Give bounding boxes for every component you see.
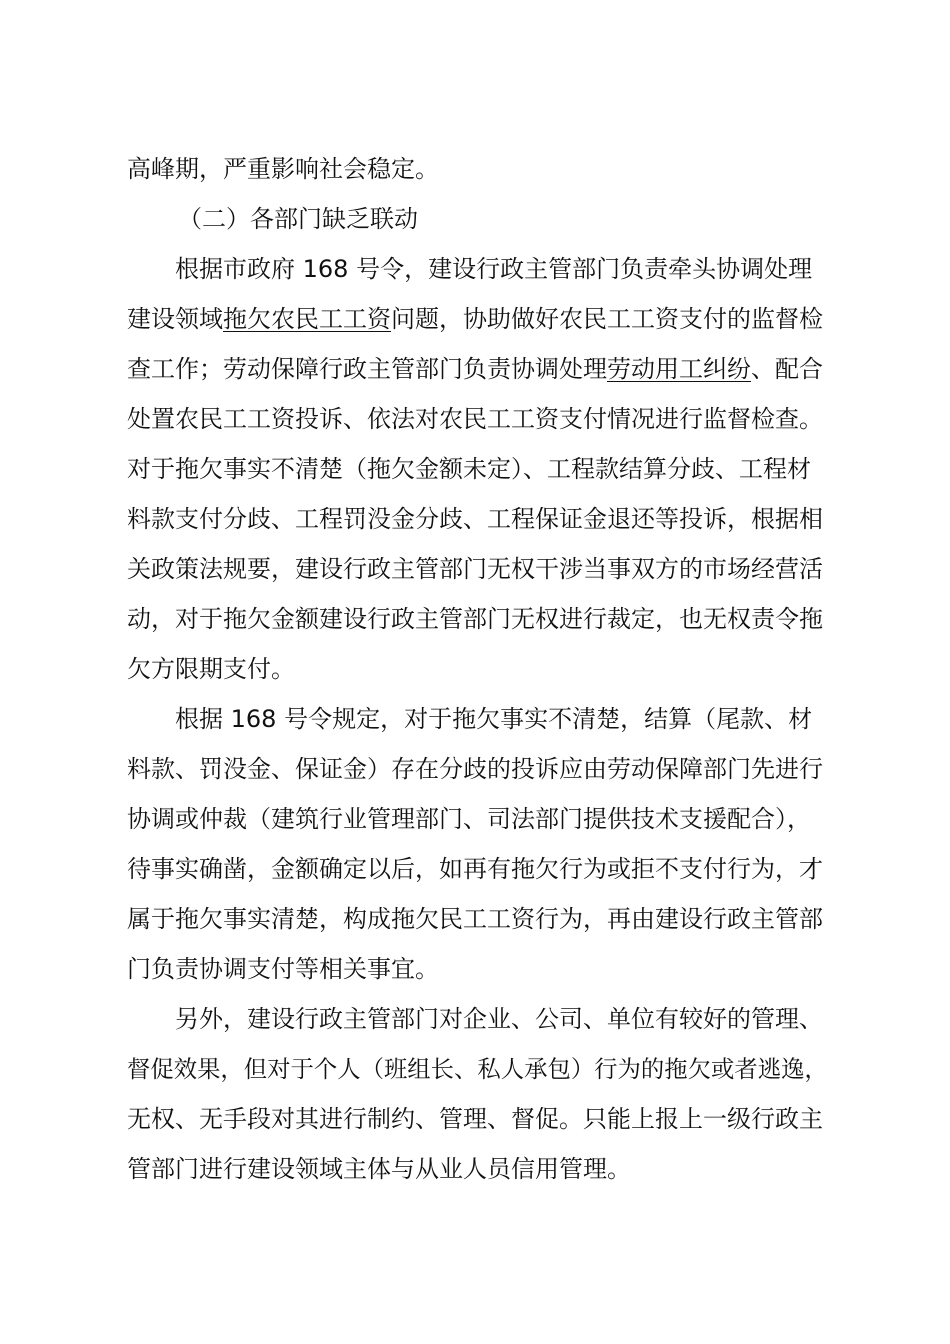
paragraph-line: 协调或仲裁（建筑行业管理部门、司法部门提供技术支援配合），: [127, 805, 811, 833]
paragraph-line: 料款支付分歧、工程罚没金分歧、工程保证金退还等投诉，根据相: [127, 505, 823, 533]
paragraph-line: 督促效果，但对于个人（班组长、私人承包）行为的拖欠或者逃逸，: [127, 1055, 828, 1083]
paragraph-line: 管部门进行建设领域主体与从业人员信用管理。: [127, 1155, 631, 1183]
text-span: 、配合: [751, 355, 823, 383]
text-span: 问题，协助做好农民工工资支付的监督检: [391, 305, 823, 333]
paragraph-line: 无权、无手段对其进行制约、管理、督促。只能上报上一级行政主: [127, 1105, 823, 1133]
section-heading: （二）各部门缺乏联动: [178, 205, 418, 233]
paragraph-line: 处置农民工工资投诉、依法对农民工工资支付情况进行监督检查。: [127, 405, 823, 433]
paragraph-line: 门负责协调支付等相关事宜。: [127, 955, 439, 983]
text-span: 建设领域: [127, 305, 223, 333]
paragraph-line: 料款、罚没金、保证金）存在分歧的投诉应由劳动保障部门先进行: [127, 755, 823, 783]
paragraph-line: 高峰期，严重影响社会稳定。: [127, 155, 439, 183]
paragraph-line: 待事实确凿，金额确定以后，如再有拖欠行为或拒不支付行为，才: [127, 855, 823, 883]
paragraph-line: 属于拖欠事实清楚，构成拖欠民工工资行为，再由建设行政主管部: [127, 905, 823, 933]
paragraph-line: 动，对于拖欠金额建设行政主管部门无权进行裁定，也无权责令拖: [127, 605, 823, 633]
paragraph-line: 根据 168 号令规定，对于拖欠事实不清楚，结算（尾款、材: [175, 705, 813, 733]
text-span: 查工作；劳动保障行政主管部门负责协调处理: [127, 355, 607, 383]
paragraph-line: 欠方限期支付。: [127, 655, 295, 683]
paragraph-line: [127, 353, 823, 385]
underlined-term: 拖欠农民工工资: [223, 305, 391, 333]
paragraph-line: 另外，建设行政主管部门对企业、公司、单位有较好的管理、: [175, 1005, 823, 1033]
paragraph-line: [127, 303, 823, 335]
paragraph-line: 根据市政府 168 号令，建设行政主管部门负责牵头协调处理: [175, 255, 813, 283]
paragraph-line: 关政策法规要，建设行政主管部门无权干涉当事双方的市场经营活: [127, 555, 823, 583]
underlined-term: 劳动用工纠纷: [607, 355, 751, 383]
paragraph-line: 对于拖欠事实不清楚（拖欠金额未定）、工程款结算分歧、工程材: [127, 455, 811, 483]
